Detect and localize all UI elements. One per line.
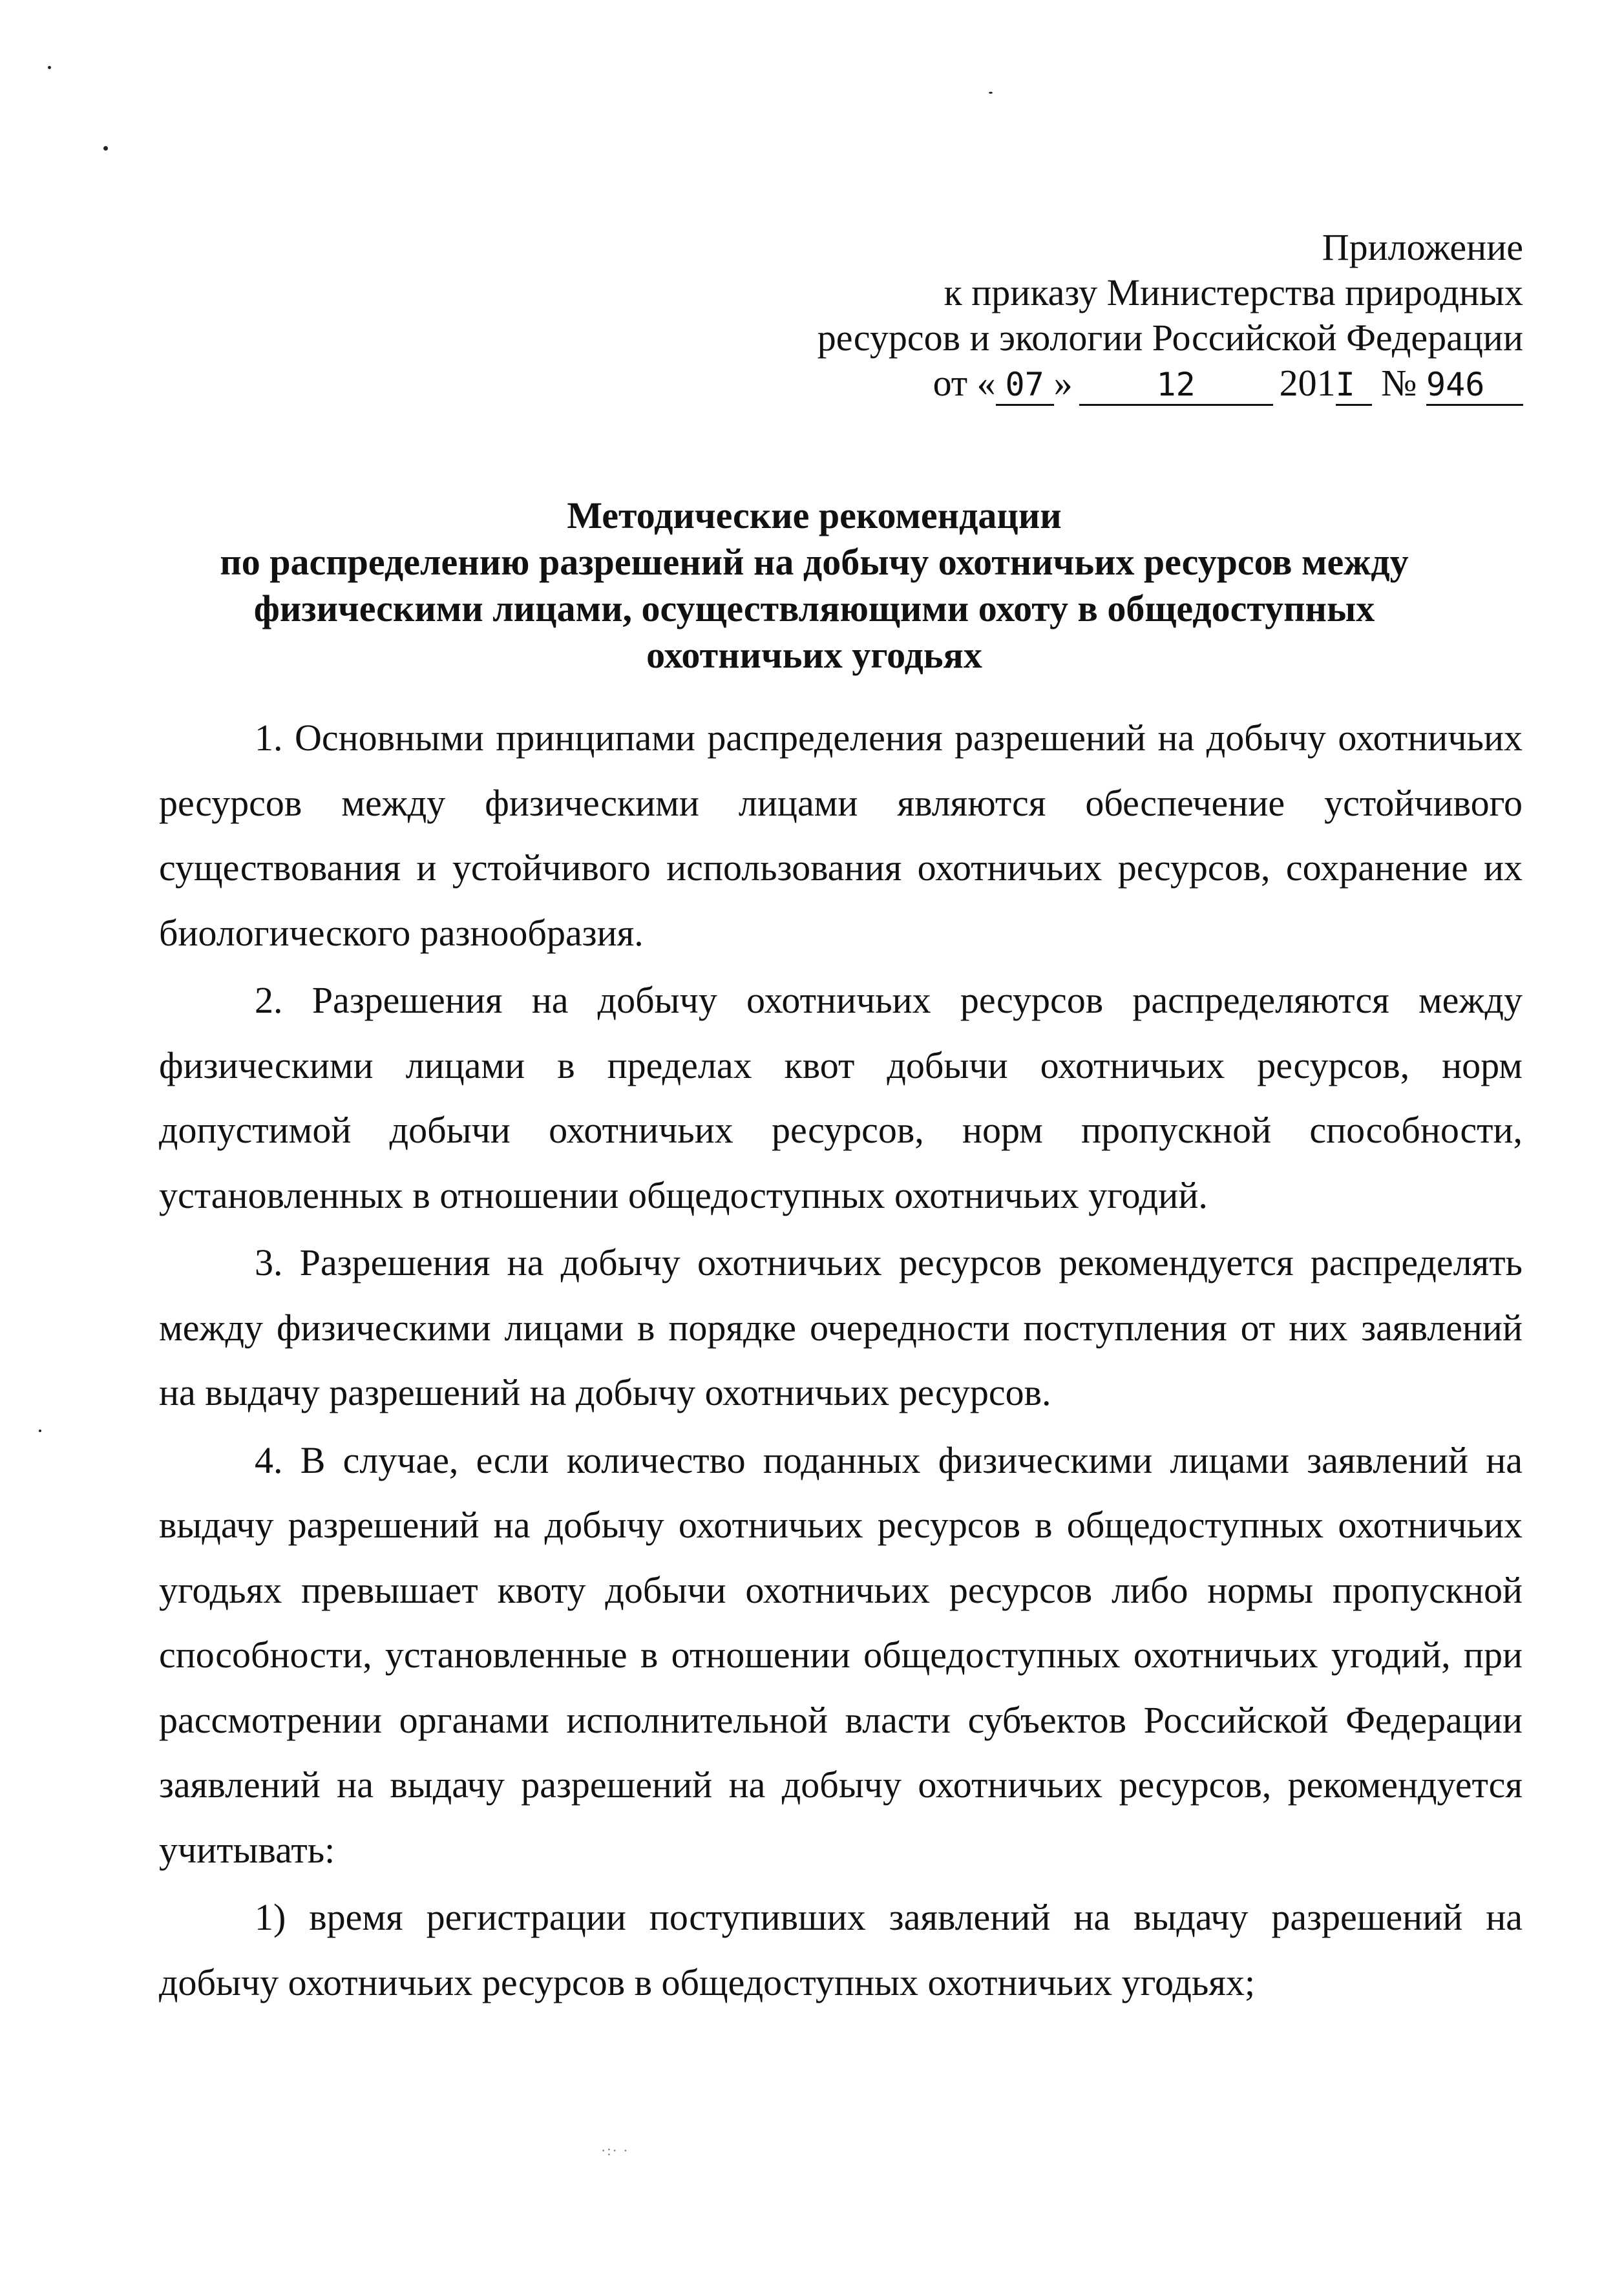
scan-speck xyxy=(39,1430,41,1432)
paragraph-2: 2. Разрешения на добычу охотничьих ресурсов распределяются между физическими лицами в пределах квот добычи охотничьих ресурсов, норм допустимой добычи охотничьих ресурсов, норм пропускной способности, установленных в отношении общедоступных охотничьих угодий. xyxy=(159,979,1523,1216)
scan-speck xyxy=(103,146,108,151)
appendix-ministry: ресурсов и экологии Российской Федерации xyxy=(817,317,1523,359)
order-number: 946 xyxy=(1426,365,1523,406)
order-date-line xyxy=(554,361,1523,406)
date-year-digit: I xyxy=(1336,365,1372,406)
title-line-2: по распределению разрешений на добычу охотничьих ресурсов между xyxy=(220,541,1409,583)
date-month: 12 xyxy=(1079,365,1273,406)
title-line-1: Методические рекомендации xyxy=(567,494,1062,536)
number-sign: № xyxy=(1381,362,1417,404)
paragraph-1: 1. Основными принципами распределения разрешений на добычу охотничьих ресурсов между физическими лицами являются обеспечение устойчивого существования и устойчивого использования охотничьих ресурсов, сохранение их биологического разнообразия. xyxy=(159,717,1523,954)
appendix-order-ref: к приказу Министерства природных xyxy=(944,271,1523,313)
date-day-close: » xyxy=(1053,362,1073,404)
appendix-label: Приложение xyxy=(1322,226,1523,268)
scan-artifact: ·:· · xyxy=(601,2142,629,2159)
document-body xyxy=(159,706,1523,2018)
document-title xyxy=(116,492,1512,679)
paragraph-4-1: 1) время регистрации поступивших заявлений на выдачу разрешений на добычу охотничьих ресурсов в общедоступных охотничьих угодьях; xyxy=(159,1896,1523,2003)
date-year-prefix: 201 xyxy=(1279,362,1336,404)
paragraph-3: 3. Разрешения на добычу охотничьих ресурсов рекомендуется распределять между физическими лицами в порядке очередности поступления от них заявлений на выдачу разрешений на добычу охотничьих ресурсов. xyxy=(159,1241,1523,1413)
scan-speck xyxy=(48,66,51,69)
title-line-3: физическими лицами, осуществляющими охоту в общедоступных xyxy=(253,587,1375,629)
title-line-4: охотничьих угодьях xyxy=(646,634,982,676)
date-prefix: от « xyxy=(933,362,996,404)
scan-speck xyxy=(989,92,993,94)
paragraph-4: 4. В случае, если количество поданных физическими лицами заявлений на выдачу разрешений на добычу охотничьих ресурсов в общедоступных охотничьих угодьях превышает квоту добычи охотничьих ресурсов либо нормы пропускной способности, установленные в отношении общедоступных охотничьих угодий, при рассмотрении органами исполнительной власти субъектов Российской Федерации заявлений на выдачу разрешений на добычу охотничьих ресурсов, рекомендуется учитывать: xyxy=(159,1439,1523,1871)
appendix-header xyxy=(554,225,1523,406)
date-day: 07 xyxy=(996,365,1054,406)
